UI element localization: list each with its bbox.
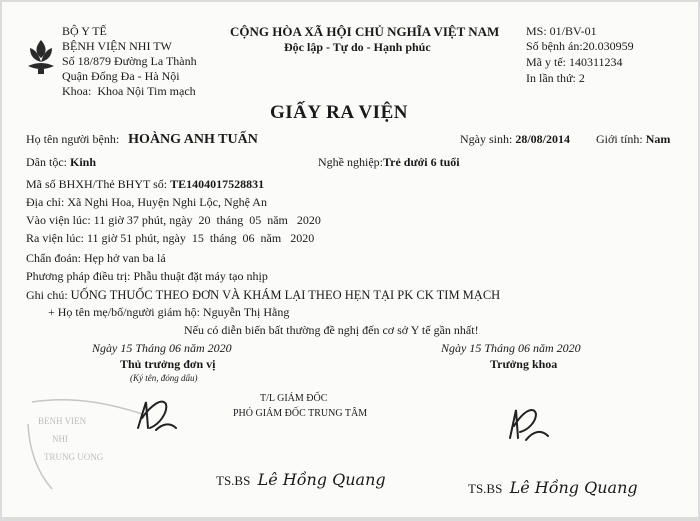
ethnic-value: Kinh <box>70 155 97 169</box>
job-value: Trẻ dưới 6 tuổi <box>383 155 460 169</box>
gender-label: Giới tính: <box>596 132 643 146</box>
left-signer-name: Lê Hồng Quang <box>257 470 386 489</box>
admission-row <box>26 213 321 228</box>
treatment-value: Phẫu thuật đặt máy tạo nhịp <box>133 269 268 283</box>
treatment-label: Phương pháp điều trị: <box>26 269 131 283</box>
print-count: In lần thứ: 2 <box>526 71 585 85</box>
dob-value: 28/08/2014 <box>515 132 571 146</box>
country-motto: Độc lập - Tự do - Hạnh phúc <box>284 40 431 54</box>
svg-text:TRUNG UONG: TRUNG UONG <box>44 452 104 462</box>
svg-text:NHI: NHI <box>52 434 68 444</box>
left-sign-title: Thủ trưởng đơn vị <box>120 357 216 371</box>
diagnosis-row <box>26 251 166 266</box>
patient-name-value: HOÀNG ANH TUẤN <box>128 132 258 147</box>
admission-value: 11 giờ 37 phút, ngày 20 tháng 05 năm 2020 <box>93 213 321 227</box>
medical-code: Mã y tế: 140311234 <box>526 55 623 69</box>
guardian-line: + Họ tên mẹ/bố/người giám hộ: Nguyễn Thị Hằng <box>48 305 290 319</box>
discharge-value: 11 giờ 51 phút, ngày 15 tháng 06 năm 2020 <box>86 231 315 245</box>
patient-name-row <box>26 132 258 148</box>
left-signer-prefix: TS.BS <box>216 473 251 488</box>
document-title: GIẤY RA VIỆN <box>270 102 408 123</box>
hospital-address-1: Số 18/879 Đường La Thành <box>62 54 197 68</box>
hospital-logo-icon <box>24 36 58 76</box>
hospital-address-2: Quận Đống Đa - Hà Nội <box>62 69 180 83</box>
discharge-label: Ra viện lúc: <box>26 231 84 245</box>
insurance-row <box>26 177 264 192</box>
note-label: Ghi chú: <box>26 288 68 302</box>
admission-label: Vào viện lúc: <box>26 213 91 227</box>
gender-row <box>596 132 670 147</box>
department <box>62 84 196 99</box>
form-code: MS: 01/BV-01 <box>526 24 597 38</box>
right-signer-prefix: TS.BS <box>468 481 503 496</box>
center-sign-line-2: PHÓ GIÁM ĐỐC TRUNG TÂM <box>233 408 368 419</box>
right-sign-title: Trưởng khoa <box>490 357 558 371</box>
note-value: UỐNG THUỐC THEO ĐƠN VÀ KHÁM LẠI THEO HẸN TẠI PK CK TIM MẠCH <box>70 288 501 302</box>
right-signer <box>468 478 638 497</box>
hospital-name: BỆNH VIỆN NHI TW <box>62 39 172 53</box>
left-sign-note: (Ký tên, đóng dấu) <box>130 373 198 383</box>
diagnosis-label: Chẩn đoán: <box>26 251 81 265</box>
left-sign-date: Ngày 15 Tháng 06 năm 2020 <box>92 341 232 355</box>
ethnic-row <box>26 155 96 170</box>
dob-label: Ngày sinh: <box>460 132 513 146</box>
right-sign-date: Ngày 15 Tháng 06 năm 2020 <box>441 341 581 355</box>
job-row <box>318 155 460 170</box>
svg-text:BENH VIEN: BENH VIEN <box>38 416 87 426</box>
patient-name-label: Họ tên người bệnh: <box>26 132 120 146</box>
left-signer <box>216 470 386 489</box>
insurance-value: TE1404017528831 <box>170 177 265 191</box>
ethnic-label: Dân tộc: <box>26 155 67 169</box>
dob-row <box>460 132 570 147</box>
right-signer-name: Lê Hồng Quang <box>509 478 638 497</box>
gender-value: Nam <box>645 132 671 146</box>
warning-line: Nếu có diễn biến bất thường đề nghị đến cơ sở Y tế gần nhất! <box>184 323 479 337</box>
department-label: Khoa: <box>62 84 92 98</box>
record-number: Số bệnh án:20.030959 <box>526 39 634 53</box>
note-row <box>26 288 500 303</box>
center-sign-line-1: T/L GIÁM ĐỐC <box>260 393 328 404</box>
address-label: Địa chỉ: <box>26 195 65 209</box>
address-value: Xã Nghi Hoa, Huyện Nghi Lộc, Nghệ An <box>67 195 267 209</box>
ministry-name: BỘ Y TẾ <box>62 24 107 38</box>
insurance-label: Mã số BHXH/Thẻ BHYT số: <box>26 177 168 191</box>
country-name: CỘNG HÒA XÃ HỘI CHỦ NGHĨA VIỆT NAM <box>230 24 500 39</box>
discharge-paper <box>2 2 698 517</box>
treatment-row <box>26 269 268 284</box>
discharge-row <box>26 231 314 246</box>
diagnosis-value: Hẹp hở van ba lá <box>84 251 166 265</box>
right-signature <box>502 400 552 444</box>
job-label: Nghề nghiệp: <box>318 155 383 169</box>
left-signature <box>132 394 182 434</box>
address-row <box>26 195 267 210</box>
department-value: Khoa Nội Tim mạch <box>97 84 196 98</box>
